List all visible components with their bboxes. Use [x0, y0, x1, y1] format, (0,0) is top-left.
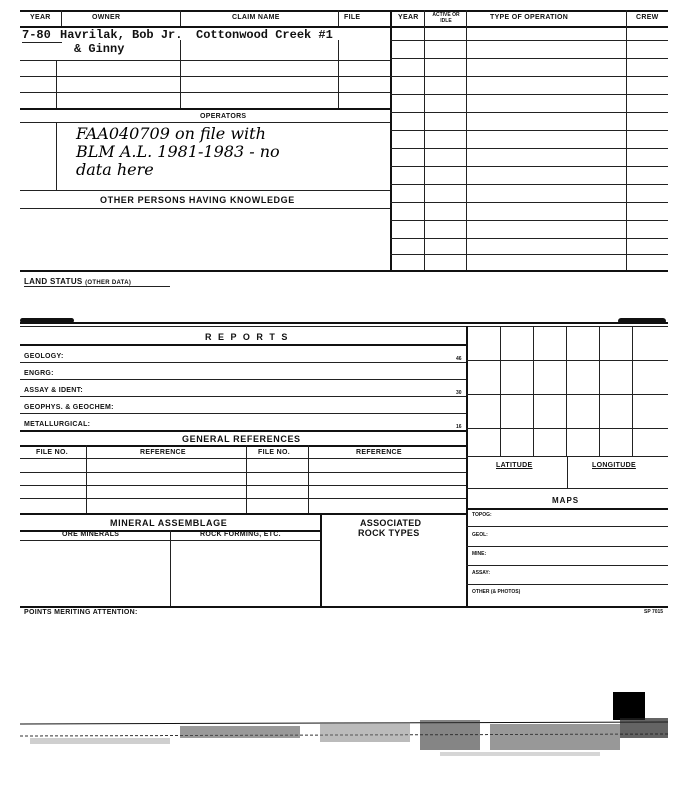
report-line	[20, 430, 466, 432]
header-year: YEAR	[30, 14, 51, 21]
header-year-2: YEAR	[398, 14, 419, 21]
operators-underline	[20, 122, 390, 123]
operators-handwritten-line3: data here	[76, 160, 154, 179]
longitude-label: LONGITUDE	[592, 462, 636, 469]
reports-top-border-2	[20, 326, 668, 327]
land-status-underline	[24, 286, 170, 287]
operators-handwritten-line1: FAA040709 on file with	[76, 124, 266, 143]
right-row-line	[390, 202, 668, 203]
maps-row-line	[466, 526, 668, 527]
right-row-line	[390, 166, 668, 167]
row-line	[20, 92, 390, 93]
maps-row-line	[466, 546, 668, 547]
maps-row-line	[466, 565, 668, 566]
report-line	[20, 396, 466, 397]
reports-top-border	[20, 322, 668, 324]
header-divider	[180, 10, 181, 26]
maps-row-line	[466, 584, 668, 585]
report-geophys: GEOPHYS. & GEOCHEM:	[24, 404, 114, 411]
other-persons-label: OTHER PERSONS HAVING KNOWLEDGE	[100, 195, 295, 205]
reports-title-underline	[20, 344, 466, 346]
operators-handwritten-line2: BLM A.L. 1981-1983 - no	[76, 142, 280, 161]
year-column-divider	[424, 10, 425, 270]
year-underline	[22, 42, 62, 43]
upper-section-bottom	[20, 270, 668, 272]
active-column-divider	[466, 10, 467, 270]
row-line	[20, 108, 390, 110]
right-row-line	[390, 130, 668, 131]
header-divider	[338, 10, 339, 26]
form-code: SP 7015	[644, 609, 664, 615]
right-row-line	[390, 184, 668, 185]
scan-noise-band	[20, 716, 668, 776]
ref-col-file-no-2: FILE NO.	[258, 449, 290, 456]
row-line	[20, 76, 390, 77]
header-file: FILE	[344, 14, 361, 21]
grid-row	[466, 394, 668, 395]
lower-section-bottom	[20, 606, 668, 608]
header-type-of-operation: TYPE OF OPERATION	[490, 14, 569, 21]
right-row-line	[390, 220, 668, 221]
report-num-30: 30	[456, 390, 462, 396]
latitude-label: LATITUDE	[496, 462, 533, 469]
right-row-line	[390, 238, 668, 239]
mineral-col-divider	[170, 530, 171, 606]
report-line	[20, 413, 466, 414]
ref-row	[20, 472, 466, 473]
right-row-line	[390, 58, 668, 59]
maps-topog: TOPOG:	[472, 512, 492, 518]
report-num-16: 16	[456, 424, 462, 430]
ref-col-reference-2: REFERENCE	[356, 449, 402, 456]
assoc-divider	[320, 513, 322, 606]
maps-title-underline	[466, 508, 668, 510]
points-meriting-attention-label: POINTS MERITING ATTENTION:	[24, 609, 138, 616]
lat-long-divider	[567, 456, 568, 488]
rock-forming-label: ROCK FORMING, ETC.	[200, 531, 281, 538]
right-row-line	[390, 148, 668, 149]
associated-label: ASSOCIATED	[360, 518, 422, 528]
grid-col	[533, 326, 534, 456]
report-line	[20, 362, 466, 363]
operators-left-border	[56, 122, 57, 190]
ore-minerals-label: ORE MINERALS	[62, 531, 120, 538]
report-engrg: ENGRG:	[24, 370, 54, 377]
main-vertical-divider	[390, 10, 392, 270]
top-border	[20, 10, 668, 12]
grid-row	[466, 360, 668, 361]
right-row-line	[390, 112, 668, 113]
maps-title: MAPS	[552, 496, 580, 505]
report-line	[20, 379, 466, 380]
report-metallurgical: METALLURGICAL:	[24, 421, 91, 428]
header-claim-name: CLAIM NAME	[232, 14, 280, 21]
ref-col-divider	[86, 445, 87, 513]
report-geology: GEOLOGY:	[24, 353, 64, 360]
ref-bottom	[20, 513, 466, 515]
header-owner: OWNER	[92, 14, 121, 21]
header-crew: CREW	[636, 14, 659, 21]
rock-types-label: ROCK TYPES	[358, 528, 420, 538]
ref-col-divider	[246, 445, 247, 513]
entry-claim-name: Cottonwood Creek #1	[196, 28, 333, 42]
grid-col	[632, 326, 633, 456]
right-row-line	[390, 76, 668, 77]
lat-long-bottom	[466, 488, 668, 489]
crew-column-divider	[626, 10, 627, 270]
operators-label: OPERATORS	[200, 113, 247, 120]
right-row-line	[390, 94, 668, 95]
land-status-label: LAND STATUS (OTHER DATA)	[24, 277, 132, 286]
row-divider	[56, 60, 57, 108]
ref-col-divider	[308, 445, 309, 513]
grid-col	[566, 326, 567, 456]
reports-right-divider	[466, 326, 468, 606]
maps-assay: ASSAY:	[472, 570, 491, 576]
ref-row	[20, 485, 466, 486]
grid-row	[466, 428, 668, 429]
grid-col	[599, 326, 600, 456]
ref-col-file-no-1: FILE NO.	[36, 449, 68, 456]
entry-year: 7-80	[22, 28, 51, 42]
report-assay: ASSAY & IDENT:	[24, 387, 84, 394]
right-row-line	[390, 254, 668, 255]
other-persons-underline	[20, 208, 390, 209]
header-active-or-idle: ACTIVE OR IDLE	[432, 12, 460, 24]
entry-owner-line1: Havrilak, Bob Jr.	[60, 28, 183, 42]
row-line	[20, 60, 390, 61]
maps-mine: MINE:	[472, 551, 487, 557]
row-divider	[180, 40, 181, 108]
ref-row	[20, 498, 466, 499]
row-divider	[338, 40, 339, 108]
ref-col-reference-1: REFERENCE	[140, 449, 186, 456]
report-num-46: 46	[456, 356, 462, 362]
header-divider	[61, 10, 62, 26]
general-references-title: GENERAL REFERENCES	[182, 434, 301, 444]
right-row-line	[390, 40, 668, 41]
operators-bottom	[20, 190, 390, 191]
maps-other: OTHER (& PHOTOS)	[472, 589, 521, 595]
reports-title: R E P O R T S	[205, 332, 290, 342]
mineral-assemblage-title: MINERAL ASSEMBLAGE	[110, 518, 228, 528]
grid-col	[500, 326, 501, 456]
entry-owner-line2: & Ginny	[74, 42, 125, 56]
maps-geol: GEOL:	[472, 532, 488, 538]
